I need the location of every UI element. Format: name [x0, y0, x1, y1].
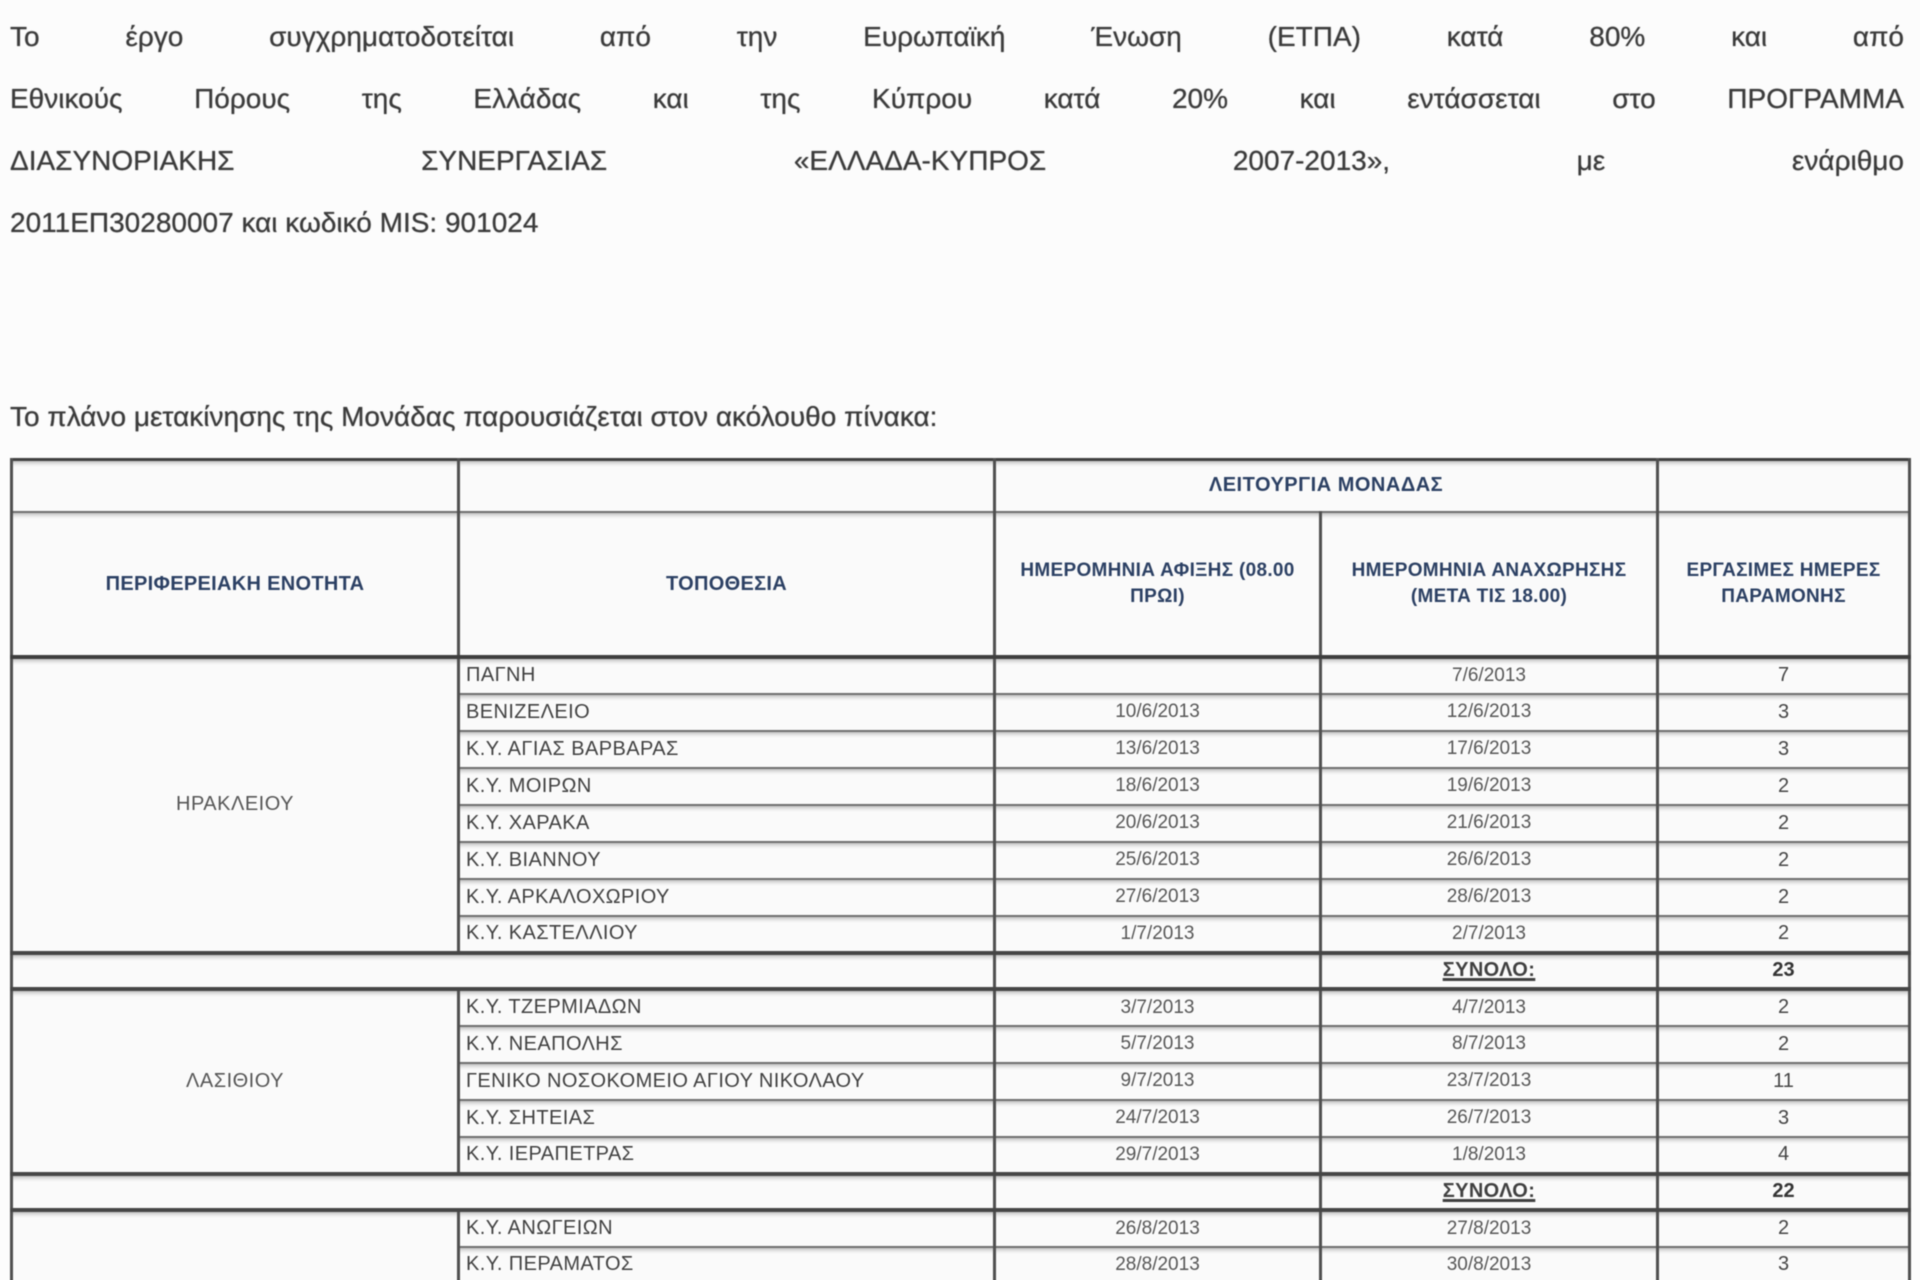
table-group-header-row: [12, 460, 1910, 512]
header-location: ΤΟΠΟΘΕΣΙΑ: [459, 512, 995, 657]
location-cell: Κ.Υ. ΧΑΡΑΚΑ: [459, 805, 995, 842]
paragraph-line-2: Εθνικούς Πόρους της Ελλάδας και της Κύπρου κατά 20% και εντάσσεται στο ΠΡΟΓΡΑΜΜΑ: [10, 83, 1904, 114]
departure-date-cell: 23/7/2013: [1321, 1063, 1658, 1100]
location-cell: Κ.Υ. ΤΖΕΡΜΙΑΔΩΝ: [459, 989, 995, 1026]
total-spacer-cell: [12, 953, 995, 989]
total-value-cell: 23: [1658, 953, 1910, 989]
total-value-cell: 22: [1658, 1174, 1910, 1210]
location-cell: ΒΕΝΙΖΕΛΕΙΟ: [459, 694, 995, 731]
location-cell: Κ.Υ. ΚΑΣΤΕΛΛΙΟΥ: [459, 916, 995, 953]
departure-date-cell: 2/7/2013: [1321, 916, 1658, 953]
location-cell: Κ.Υ. ΠΕΡΑΜΑΤΟΣ: [459, 1247, 995, 1280]
days-cell: 2: [1658, 879, 1910, 916]
arrival-date-cell: 27/6/2013: [995, 879, 1321, 916]
table-row: [12, 657, 1910, 694]
total-spacer-cell: [12, 1174, 995, 1210]
table-row: [12, 989, 1910, 1026]
departure-date-cell: 4/7/2013: [1321, 989, 1658, 1026]
departure-date-cell: 26/7/2013: [1321, 1100, 1658, 1137]
location-cell: Κ.Υ. ΜΟΙΡΩΝ: [459, 768, 995, 805]
departure-date-cell: 8/7/2013: [1321, 1026, 1658, 1063]
unit-operation-header: ΛΕΙΤΟΥΡΓΙΑ ΜΟΝΑΔΑΣ: [995, 460, 1658, 512]
location-cell: Κ.Υ. ΝΕΑΠΟΛΗΣ: [459, 1026, 995, 1063]
departure-date-cell: 30/8/2013: [1321, 1247, 1658, 1280]
days-cell: 2: [1658, 805, 1910, 842]
days-cell: 2: [1658, 916, 1910, 953]
region-cell: ΛΑΣΙΘΙΟΥ: [12, 989, 459, 1174]
header-departure-date: ΗΜΕΡΟΜΗΝΙΑ ΑΝΑΧΩΡΗΣΗΣ (ΜΕΤΑ ΤΙΣ 18.00): [1321, 512, 1658, 657]
departure-date-cell: 28/6/2013: [1321, 879, 1658, 916]
location-cell: Κ.Υ. ΣΗΤΕΙΑΣ: [459, 1100, 995, 1137]
table-header-row: [12, 512, 1910, 657]
header-arrival-date: ΗΜΕΡΟΜΗΝΙΑ ΑΦΙΞΗΣ (08.00 ΠΡΩΙ): [995, 512, 1321, 657]
departure-date-cell: 19/6/2013: [1321, 768, 1658, 805]
intro-paragraph: Το πλάνο μετακίνησης της Μονάδας παρουσιάζεται στον ακόλουθο πίνακα:: [10, 401, 938, 432]
arrival-date-cell: 29/7/2013: [995, 1137, 1321, 1174]
departure-date-cell: 12/6/2013: [1321, 694, 1658, 731]
days-cell: 3: [1658, 731, 1910, 768]
days-cell: 2: [1658, 1026, 1910, 1063]
total-label-cell: ΣΥΝΟΛΟ:: [1321, 953, 1658, 989]
plan-table-body: [12, 657, 1910, 1280]
arrival-date-cell: 13/6/2013: [995, 731, 1321, 768]
header-working-days: ΕΡΓΑΣΙΜΕΣ ΗΜΕΡΕΣ ΠΑΡΑΜΟΝΗΣ: [1658, 512, 1910, 657]
days-cell: 3: [1658, 1100, 1910, 1137]
arrival-date-cell: 26/8/2013: [995, 1210, 1321, 1247]
days-cell: 2: [1658, 768, 1910, 805]
arrival-date-cell: 20/6/2013: [995, 805, 1321, 842]
departure-date-cell: 7/6/2013: [1321, 657, 1658, 694]
location-cell: Κ.Υ. ΑΓΙΑΣ ΒΑΡΒΑΡΑΣ: [459, 731, 995, 768]
funding-paragraph: [10, 6, 1904, 254]
arrival-date-cell: 1/7/2013: [995, 916, 1321, 953]
top-empty-location-cell: [459, 460, 995, 512]
arrival-date-cell: 25/6/2013: [995, 842, 1321, 879]
table-row: [12, 1210, 1910, 1247]
days-cell: 7: [1658, 657, 1910, 694]
location-cell: Κ.Υ. ΙΕΡΑΠΕΤΡΑΣ: [459, 1137, 995, 1174]
days-cell: 2: [1658, 842, 1910, 879]
total-row: [12, 1174, 1910, 1210]
paragraph-line-3: ΔΙΑΣΥΝΟΡΙΑΚΗΣ ΣΥΝΕΡΓΑΣΙΑΣ «ΕΛΛΑΔΑ-ΚΥΠΡΟΣ 2007-2013», με ενάριθμο: [10, 145, 1904, 176]
header-region: ΠΕΡΙΦΕΡΕΙΑΚΗ ΕΝΟΤΗΤΑ: [12, 512, 459, 657]
total-empty-arrival-cell: [995, 953, 1321, 989]
departure-date-cell: 1/8/2013: [1321, 1137, 1658, 1174]
days-cell: 3: [1658, 694, 1910, 731]
arrival-date-cell: 3/7/2013: [995, 989, 1321, 1026]
paragraph-line-4: 2011ΕΠ30280007 και κωδικό MIS: 901024: [10, 207, 539, 238]
location-cell: ΠΑΓΝΗ: [459, 657, 995, 694]
departure-date-cell: 26/6/2013: [1321, 842, 1658, 879]
arrival-date-cell: 10/6/2013: [995, 694, 1321, 731]
arrival-date-cell: 24/7/2013: [995, 1100, 1321, 1137]
departure-date-cell: 17/6/2013: [1321, 731, 1658, 768]
paragraph-line-1: Το έργο συγχρηματοδοτείται από την Ευρωπαϊκή Ένωση (ΕΤΠΑ) κατά 80% και από: [10, 21, 1904, 52]
arrival-date-cell: 5/7/2013: [995, 1026, 1321, 1063]
total-row: [12, 953, 1910, 989]
arrival-date-cell: 28/8/2013: [995, 1247, 1321, 1280]
days-cell: 3: [1658, 1247, 1910, 1280]
days-cell: 11: [1658, 1063, 1910, 1100]
top-empty-region-cell: [12, 460, 459, 512]
arrival-date-cell: 18/6/2013: [995, 768, 1321, 805]
days-cell: 4: [1658, 1137, 1910, 1174]
arrival-date-cell: [995, 657, 1321, 694]
total-label-cell: ΣΥΝΟΛΟ:: [1321, 1174, 1658, 1210]
location-cell: ΓΕΝΙΚΟ ΝΟΣΟΚΟΜΕΙΟ ΑΓΙΟΥ ΝΙΚΟΛΑΟΥ: [459, 1063, 995, 1100]
location-cell: Κ.Υ. ΒΙΑΝΝΟΥ: [459, 842, 995, 879]
days-cell: 2: [1658, 989, 1910, 1026]
days-cell: 2: [1658, 1210, 1910, 1247]
departure-date-cell: 27/8/2013: [1321, 1210, 1658, 1247]
region-cell: ΗΡΑΚΛΕΙΟΥ: [12, 657, 459, 953]
location-cell: Κ.Υ. ΑΡΚΑΛΟΧΩΡΙΟΥ: [459, 879, 995, 916]
total-empty-arrival-cell: [995, 1174, 1321, 1210]
top-empty-days-cell: [1658, 460, 1910, 512]
location-cell: Κ.Υ. ΑΝΩΓΕΙΩΝ: [459, 1210, 995, 1247]
departure-date-cell: 21/6/2013: [1321, 805, 1658, 842]
relocation-plan-table: [10, 458, 1911, 1280]
region-cell: [12, 1210, 459, 1280]
arrival-date-cell: 9/7/2013: [995, 1063, 1321, 1100]
